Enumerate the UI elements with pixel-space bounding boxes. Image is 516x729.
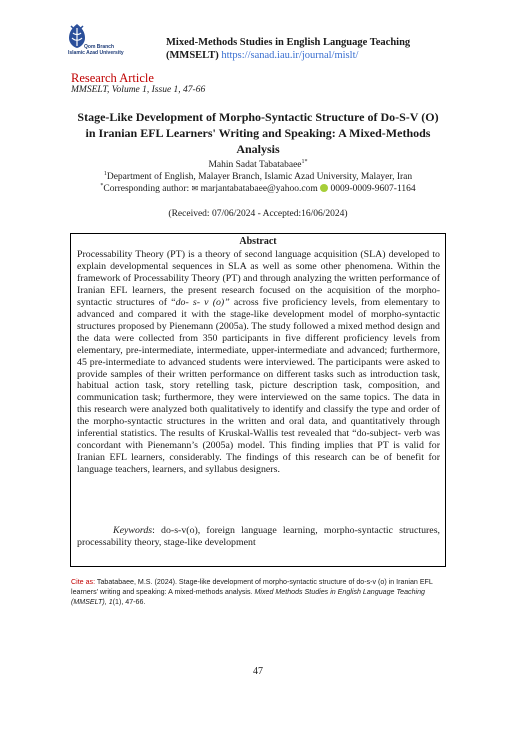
keywords-label: Keywords (113, 525, 153, 536)
article-type: Research Article (71, 71, 154, 85)
logo-line-1: Qom Branch (84, 44, 115, 50)
author-line (60, 159, 456, 171)
article-title (70, 109, 446, 157)
title-line-3: Analysis (236, 142, 280, 156)
orcid-id-link[interactable]: 0009-0009-9607-1164 (330, 184, 416, 194)
corr-mark: * (100, 183, 104, 189)
orcid-icon (320, 184, 328, 192)
corr-label: Corresponding author: (103, 184, 190, 194)
title-line-1: Stage-Like Development of Morpho-Syntactic Structure of Do-S-V (O) (77, 110, 439, 124)
affiliation-mark: 1 (103, 171, 107, 177)
citation-issue: (1), 47-66. (112, 598, 146, 606)
title-line-2: in Iranian EFL Learners' Writing and Speaking: A Mixed-Methods (85, 126, 431, 140)
author-email-link[interactable]: marjantabatabaee@yahoo.com (200, 184, 318, 194)
abstract-text (77, 249, 440, 476)
abstract-text-italic: do- s- v (o)” (175, 296, 230, 308)
email-icon: ✉ (191, 184, 199, 193)
journal-header (166, 37, 410, 62)
received-accepted-dates: (Received: 07/06/2024 - Accepted:16/06/2024) (168, 209, 348, 219)
corresponding-line (60, 183, 456, 195)
journal-abbr: (MMSELT) (166, 49, 219, 61)
volume-info: MMSELT, Volume 1, Issue 1, 47-66 (71, 85, 206, 95)
logo-line-2: Islamic Azad University (68, 50, 124, 56)
citation-text: Tabatabaee, M.S. (2024). Stage-like development of morpho-syntactic structure of do-s-v (o) in Iranian EFL learners’ writing and speaking: A mixed-methods analysis. (71, 578, 433, 596)
citation (71, 577, 447, 607)
page-number: 47 (253, 666, 263, 677)
abstract-text-part-2: across five proficiency levels, from elementary to advanced and compared it with the stage-like development model of morpho-syntactic structures proposed by Pienemann (2005a). The study followed a mixed method design and the data were collected from 350 participants in five different proficiency levels from elementary, pre-intermediate, intermediate, upper-intermediate and advanced; furthermore, 45 pre-intermediate to advanced students were interviewed. The participants were asked to provide samples of their written performance on different tasks such as introduction task, habitual action task, story retelling task, picture description task, composition, and communication task; furthermore, they were interviewed on the same topics. The data in this research were analyzed both qualitatively to identify and classify the type and order of the morpho-syntactic structures in the written and oral data, and quantitatively through inferential statistics. The results of Kruskal-Wallis test revealed that “do-subject- verb was concordant with Pienemann’s (2005a) model. This finding implies that PT is valid for Iranian EFL learners, considerably. The findings of this research can be of benefit for language teachers, learners, and syllabus designers. (77, 296, 440, 476)
affiliation: Department of English, Malayer Branch, Islamic Azad University, Malayer, Iran (106, 172, 413, 182)
author-mark: 1* (301, 159, 308, 165)
journal-title: Mixed-Methods Studies in English Language Teaching (166, 37, 411, 48)
author-name: Mahin Sadat Tabatabaee (208, 160, 302, 170)
citation-label: Cite as: (71, 578, 96, 586)
keywords-list: : do-s-v(o), foreign language learning, morpho-syntactic structures, processability theory, stage-like development (77, 525, 440, 548)
keywords (77, 525, 440, 549)
affiliation-line (60, 171, 456, 183)
journal-subtitle-line (166, 50, 410, 63)
abstract-heading: Abstract (239, 236, 277, 247)
journal-url-link[interactable]: https://sanad.iau.ir/journal/mislt/ (221, 49, 359, 61)
citation-journal: Mixed Methods Studies in English Language Teaching (MMSELT), 1 (71, 588, 425, 606)
abstract-text-part-1: Processability Theory (PT) is a theory of second language acquisition (SLA) developed to explain developmental sequences in SLA as well as some other phenomena. Within the framework of Processability Theory (PT) and through analyzing the written performance of Iranian EFL learners, the present research focused on the acquisition of the morpho-syntactic structures of “ (77, 249, 440, 308)
abstract-box (70, 233, 446, 567)
university-logo (66, 22, 132, 64)
